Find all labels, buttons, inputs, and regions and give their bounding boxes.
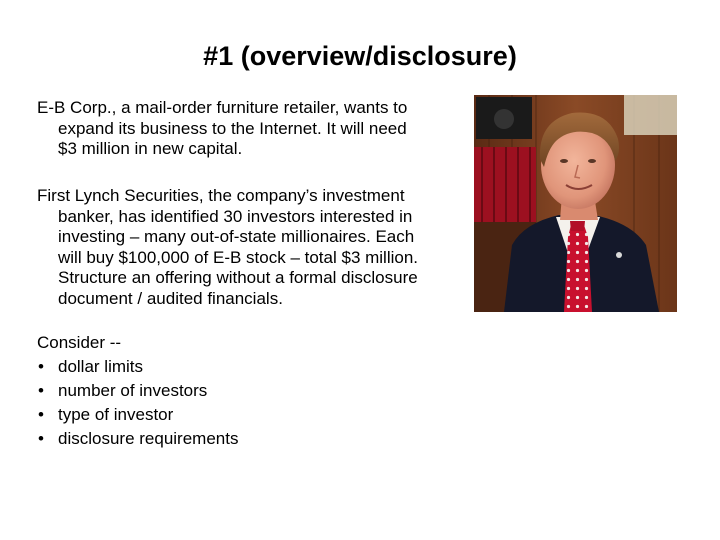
bullet-icon: • [38, 357, 44, 376]
paragraph-line: E-B Corp., a mail-order furniture retailer, wants to [37, 98, 408, 117]
paragraph-line: banker, has identified 30 investors interested in [58, 206, 413, 226]
scenario-paragraph-2 [37, 186, 418, 309]
paragraph-line: Structure an offering without a formal disclosure [58, 268, 418, 287]
list-item [37, 403, 238, 427]
paragraph-line: investing – many out-of-state millionaires. Each [58, 227, 415, 246]
consider-list [37, 355, 238, 451]
tie [564, 225, 592, 312]
list-item [37, 379, 238, 403]
portrait-photo [474, 95, 677, 312]
window-light [624, 95, 677, 135]
paragraph-line: will buy $100,000 of E-B stock – total $3 million. [58, 247, 419, 267]
paragraph-line: $3 million in new capital. [58, 139, 243, 158]
list-item-text: disclosure requirements [58, 429, 239, 448]
paragraph-line: expand its business to the Internet. It will need [58, 118, 407, 138]
consider-heading: Consider -- [37, 333, 122, 352]
list-item-text: number of investors [58, 381, 208, 400]
list-item [37, 427, 238, 451]
list-item-text: dollar limits [58, 357, 144, 376]
lapel-pin [616, 252, 622, 258]
scenario-paragraph-1 [37, 98, 407, 160]
bullet-icon: • [38, 429, 44, 448]
slide-title: #1 (overview/disclosure) [203, 41, 517, 71]
consider-section [37, 331, 238, 451]
list-item-text: type of investor [58, 405, 174, 424]
bullet-icon: • [38, 405, 44, 424]
bullet-icon: • [38, 381, 44, 400]
paragraph-line: First Lynch Securities, the company’s investment [37, 186, 405, 205]
paragraph-line: document / audited financials. [58, 288, 283, 308]
list-item [37, 355, 238, 379]
